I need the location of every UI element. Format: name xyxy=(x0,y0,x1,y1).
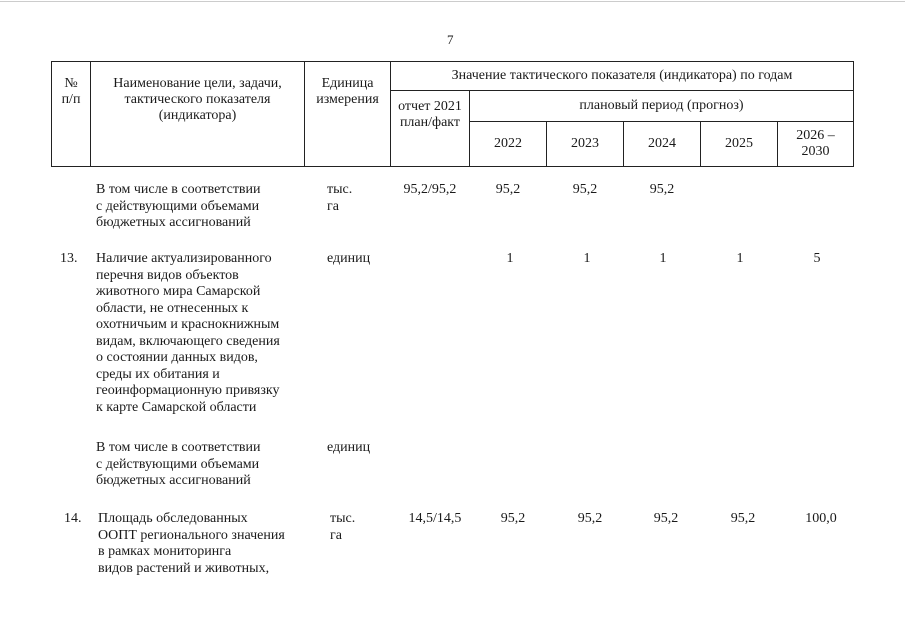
row-value-2023: 95,2 xyxy=(572,182,598,197)
header-year-2023: 2023 xyxy=(547,122,624,167)
row-name-line: бюджетных ассигнований xyxy=(96,215,251,230)
header-plan-period: плановый период (прогноз) xyxy=(470,91,854,122)
row-name-line: бюджетных ассигнований xyxy=(96,473,251,488)
row-name-line: о состоянии данных видов, xyxy=(96,350,258,365)
row-num: 14. xyxy=(64,511,82,526)
row-name-line: В том числе в соответствии xyxy=(96,440,261,455)
row-name-line: В том числе в соответствии xyxy=(96,182,261,197)
header-report: отчет 2021 план/факт xyxy=(391,91,470,167)
row-value-2025: 95,2 xyxy=(730,511,756,526)
row-name xyxy=(96,251,303,416)
row-unit: единиц xyxy=(327,440,371,455)
row-unit: единиц xyxy=(327,251,371,266)
row-value-2022: 95,2 xyxy=(500,511,526,526)
row-name-line: с действующими объемами xyxy=(96,456,260,472)
header-name: Наименование цели, задачи, тактического показателя (индикатора) xyxy=(91,62,305,167)
row-name-line: среды их обитания и xyxy=(96,366,220,382)
row-name-line: перечня видов объектов xyxy=(96,267,239,283)
row-name-line: области, не отнесенных к xyxy=(96,300,249,316)
row-name xyxy=(96,182,303,232)
header-year-2022: 2022 xyxy=(470,122,547,167)
header-year-2025: 2025 xyxy=(701,122,778,167)
row-name-line: животного мира Самарской xyxy=(96,284,261,299)
row-name-line: Наличие актуализированного xyxy=(96,251,272,266)
row-report: 14,5/14,5 xyxy=(408,511,462,526)
row-num: 13. xyxy=(60,251,78,266)
row-name-line: к карте Самарской области xyxy=(96,399,257,415)
row-value-2024: 95,2 xyxy=(649,182,675,197)
row-name-line: с действующими объемами xyxy=(96,198,260,214)
page-number: 7 xyxy=(447,32,454,47)
row-value-2026-2030: 5 xyxy=(813,251,821,266)
row-name xyxy=(96,440,303,490)
row-value-2022: 95,2 xyxy=(495,182,521,197)
row-value-2024: 1 xyxy=(659,251,667,266)
indicator-table-header xyxy=(51,61,854,167)
header-year-2024: 2024 xyxy=(624,122,701,167)
row-name xyxy=(98,511,305,577)
row-name-line: охотничьим и краснокнижным xyxy=(96,317,280,332)
row-report: 95,2/95,2 xyxy=(403,182,457,197)
row-value-2023: 95,2 xyxy=(577,511,603,526)
row-value-2025: 1 xyxy=(736,251,744,266)
header-num: № п/п xyxy=(52,62,91,167)
row-unit: тыс. га xyxy=(327,182,353,214)
row-value-2026-2030: 100,0 xyxy=(805,511,837,526)
row-value-2022: 1 xyxy=(506,251,514,266)
row-name-line: видов растений и животных, xyxy=(98,560,270,576)
row-value-2024: 95,2 xyxy=(653,511,679,526)
header-unit: Единица измерения xyxy=(305,62,391,167)
row-value-2023: 1 xyxy=(583,251,591,266)
row-name-line: ООПТ регионального значения xyxy=(98,527,285,543)
row-name-line: геоинформационную привязку xyxy=(96,383,280,398)
scan-artifact-line xyxy=(0,1,905,2)
row-name-line: Площадь обследованных xyxy=(98,511,248,526)
row-unit: тыс. га xyxy=(330,511,356,543)
row-name-line: в рамках мониторинга xyxy=(98,544,232,559)
header-values-title: Значение тактического показателя (индикатора) по годам xyxy=(391,62,854,91)
row-name-line: видам, включающего сведения xyxy=(96,333,280,349)
header-year-2026-2030: 2026 – 2030 xyxy=(778,122,854,167)
